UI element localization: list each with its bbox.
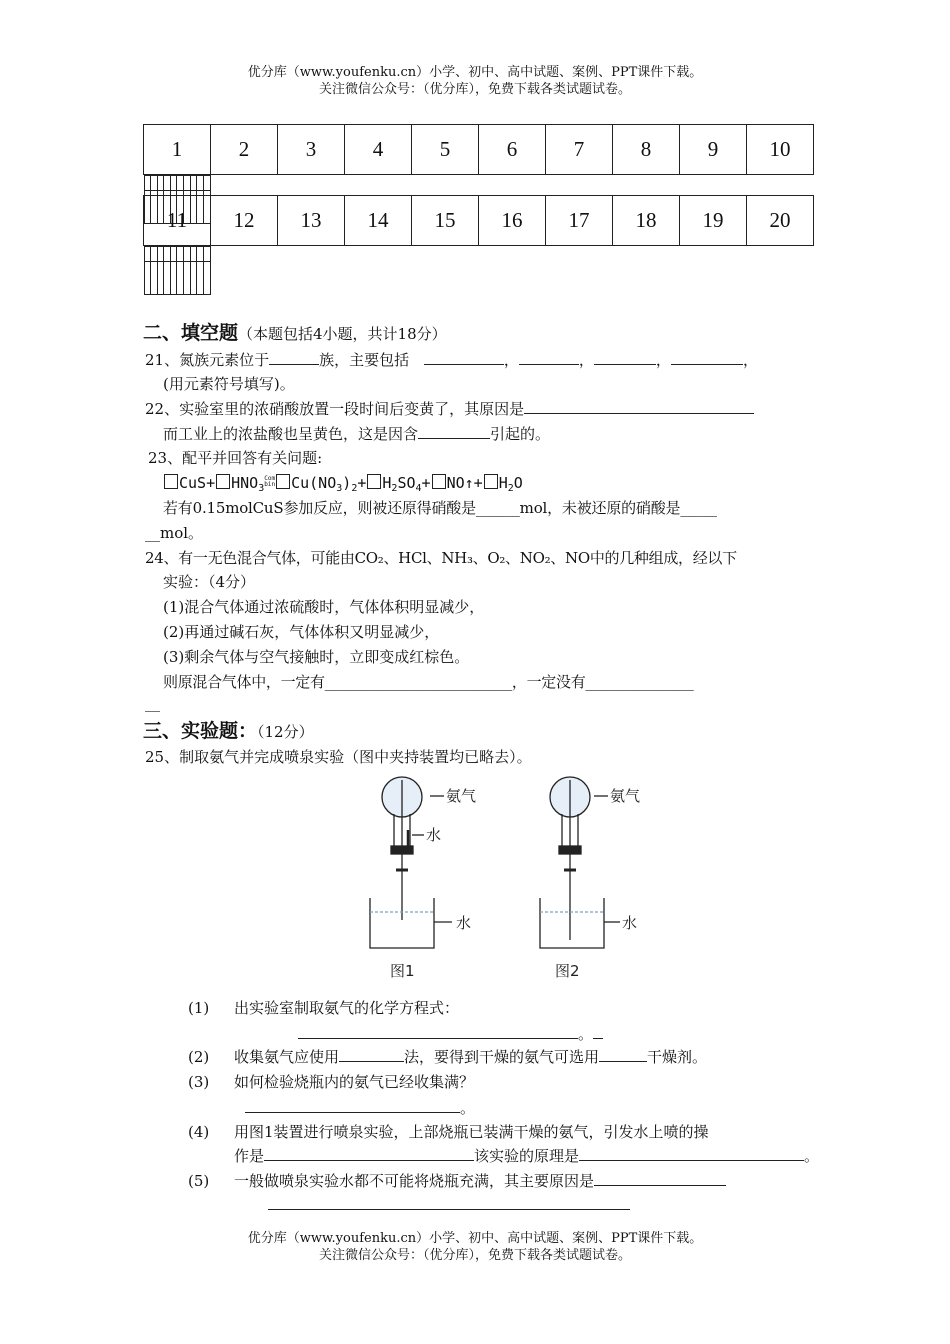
item-number: (4) (188, 1123, 210, 1141)
coefficient-box[interactable] (484, 474, 498, 489)
q21-blank-element-3[interactable] (594, 349, 656, 365)
answer-cell[interactable] (203, 247, 210, 295)
eq-subscript: 2 (507, 483, 514, 494)
grid-number: 15 (412, 196, 479, 246)
q25-item-3 (188, 1071, 474, 1093)
answer-cell[interactable] (164, 247, 171, 295)
grid-number: 5 (412, 125, 479, 175)
answer-cell[interactable] (197, 176, 204, 224)
section-3-note: （12分） (257, 723, 314, 741)
eq-plus: + (421, 474, 431, 492)
header-line-1: 优分库（www.youfenku.cn）小学、初中、高中试题、案例、PPT课件下载。 (247, 65, 703, 80)
q21-blank-element-1[interactable] (424, 349, 504, 365)
beaker-2 (540, 898, 604, 948)
item-text-a: 收集氨气应使用 (234, 1048, 340, 1066)
section-3-heading (143, 720, 314, 743)
answer-cell[interactable] (144, 247, 151, 295)
q24-step-3: (3)剩余气体与空气接触时，立即变成红棕色。 (163, 648, 470, 666)
item-text-b: 法，要得到干燥的氨气可选用 (404, 1048, 600, 1066)
q23-question-1: 若有0.15molCuS参加反应，则被还原得硝酸是______mol，未被还原的硝酸是_____ (163, 499, 717, 517)
coefficient-box[interactable] (164, 474, 178, 489)
figure-2-caption: 图2 (555, 962, 580, 980)
q21-blank-element-2[interactable] (519, 349, 579, 365)
answer-grid-row-numbers-2 (144, 196, 814, 246)
item-text: 如何检验烧瓶内的氨气已经收集满？ (234, 1073, 475, 1091)
eq-subscript: 3 (336, 483, 343, 494)
section-2-title: 二、填空题 (143, 322, 239, 344)
q23-equation: $CuS+ HNO_3Com$ bin $Cu(NO_3)_2+ H_2SO_4+$ NO↑+ $H_2O$ (163, 472, 523, 500)
coefficient-box[interactable] (276, 474, 290, 489)
grid-number: 10 (747, 125, 814, 175)
item-number: (5) (188, 1172, 210, 1190)
section-2-note: （本题包括4小题，共计18分） (238, 325, 447, 343)
q21-blank-element-4[interactable] (671, 349, 743, 365)
eq-plus: + (357, 474, 367, 492)
q22-blank-cause[interactable] (418, 423, 490, 439)
footer-line-1: 优分库（www.youfenku.cn）小学、初中、高中试题、案例、PPT课件下载。 (247, 1231, 703, 1246)
figure-1-apparatus (370, 777, 452, 948)
grid-number: 14 (345, 196, 412, 246)
q25-item-5 (188, 1170, 726, 1192)
q25-item-1-answer (298, 1023, 603, 1045)
coefficient-box[interactable] (216, 474, 230, 489)
answer-cell[interactable] (170, 247, 177, 295)
page-header (0, 64, 950, 98)
eq-cuno3: Cu(NO (291, 474, 337, 492)
grid-number: 13 (278, 196, 345, 246)
question-25: 25、制取氨气并完成喷泉实验（图中夹持装置均已略去）。 (145, 748, 532, 766)
eq-h: H (382, 474, 392, 492)
eq-subscript: 2 (391, 483, 398, 494)
item-text-c: 干燥剂。 (647, 1048, 708, 1066)
q22-text-c: 引起的。 (490, 425, 551, 443)
label-water-beaker-1: 水 (456, 914, 472, 932)
q24-text-a: 24、有一无色混合气体，可能由CO₂、HCl、NH₃、O₂、NO₂、NO中的几种组成，经以下 (145, 549, 737, 567)
q21-comma: ， (655, 351, 671, 369)
question-22-line-2 (163, 423, 550, 445)
q24-conclusion: 则原混合气体中，一定有__________________________，一定没有_______________ (163, 673, 694, 691)
grid-number: 20 (747, 196, 814, 246)
q21-comma: ， (503, 351, 519, 369)
q21-instruction: (用元素符号填写)。 (163, 375, 295, 393)
q21-text-a: 21、氮族元素位于 (145, 351, 270, 369)
eq-condition (264, 476, 275, 488)
section-3-title: 三、实验题： (143, 720, 258, 742)
answer-grid (143, 124, 814, 266)
q22-text-a: 22、实验室里的浓硝酸放置一段时间后变黄了，其原因是 (145, 400, 525, 418)
answer-cell[interactable] (151, 176, 158, 224)
operation-blank[interactable] (264, 1145, 474, 1161)
principle-blank[interactable] (579, 1145, 804, 1161)
figure-labels (390, 787, 640, 980)
q21-comma: ， (578, 351, 594, 369)
q22-text-b: 而工业上的浓盐酸也呈黄色，这是因含 (163, 425, 419, 443)
eq-subscript: 4 (415, 483, 422, 494)
item-text-c: 该实验的原理是 (474, 1147, 580, 1165)
grid-number: 18 (613, 196, 680, 246)
item-text-a: 用图1装置进行喷泉实验，上部烧瓶已装满干燥的氨气，引发水上喷的操 (234, 1123, 709, 1141)
label-ammonia-2: 氨气 (610, 787, 641, 805)
answer-cell[interactable] (144, 176, 151, 224)
collection-method-blank[interactable] (339, 1046, 404, 1062)
eq-condition-bottom: bin (264, 481, 276, 488)
header-line-2: 关注微信公众号：（优分库），免费下载各类试题试卷。 (318, 82, 631, 97)
figure-2-apparatus (540, 777, 620, 948)
q22-blank-reason[interactable] (524, 398, 754, 414)
reason-blank-continued[interactable] (268, 1194, 630, 1210)
q25-item-4 (188, 1121, 709, 1143)
q25-item-1 (188, 997, 459, 1019)
item-number: (2) (188, 1048, 210, 1066)
item-text: 出实验室制取氨气的化学方程式： (234, 999, 460, 1017)
answer-grid-row-answers-1 (144, 175, 211, 191)
figure-1-caption: 图1 (390, 962, 415, 980)
eq-h: H (498, 474, 508, 492)
q25-item-2 (188, 1046, 707, 1068)
eq-o: O (513, 474, 523, 492)
grid-number: 7 (546, 125, 613, 175)
grid-number: 12 (211, 196, 278, 246)
item-number: (3) (188, 1073, 210, 1091)
item-text: 一般做喷泉实验水都不可能将烧瓶充满，其主要原因是 (234, 1172, 595, 1190)
answer-cell[interactable] (190, 176, 197, 224)
label-ammonia-1: 氨气 (446, 787, 477, 805)
page-footer (0, 1230, 950, 1264)
question-21 (145, 349, 758, 371)
q23-title: 23、配平并回答有关问题: (148, 449, 323, 467)
q21-blank-group[interactable] (269, 349, 319, 365)
grid-number: 16 (479, 196, 546, 246)
answer-cell[interactable] (197, 247, 204, 295)
period: 。 (804, 1147, 820, 1165)
item-number: (1) (188, 999, 210, 1017)
eq-subscript: 2 (351, 483, 358, 494)
fountain-experiment-figure (350, 770, 670, 985)
period: 。 (578, 1025, 594, 1043)
q21-text-b: 族，主要包括 (319, 351, 410, 369)
q21-comma: ， (742, 351, 758, 369)
grid-number: 8 (613, 125, 680, 175)
q24-text-b: 实验：（4分） (163, 573, 256, 591)
drying-agent-blank[interactable] (599, 1046, 647, 1062)
answer-cell[interactable] (157, 176, 164, 224)
answer-cell[interactable] (203, 176, 210, 224)
coefficient-box[interactable] (432, 474, 446, 489)
coefficient-box[interactable] (367, 474, 381, 489)
grid-number: 1 (144, 125, 211, 175)
q25-item-4-line-2 (234, 1145, 819, 1167)
answer-grid-row-answers-2 (144, 246, 211, 262)
q25-item-5-answer (268, 1194, 630, 1216)
label-water-flask-1: 水 (426, 826, 442, 844)
q25-item-3-answer (245, 1097, 475, 1119)
answer-cell[interactable] (157, 247, 164, 295)
grid-number: 3 (278, 125, 345, 175)
eq-hno3: HNO (231, 474, 259, 492)
question-22 (145, 398, 754, 420)
period: 。 (460, 1099, 476, 1117)
answer-grid-row-numbers-1 (144, 125, 814, 175)
grid-number: 9 (680, 125, 747, 175)
footer-line-2: 关注微信公众号：（优分库），免费下载各类试题试卷。 (318, 1248, 631, 1263)
grid-number: 17 (546, 196, 613, 246)
answer-cell[interactable] (177, 247, 184, 295)
eq-condition-top: Com (264, 475, 276, 482)
grid-number: 2 (211, 125, 278, 175)
q24-step-1: (1)混合气体通过浓硫酸时，气体体积明显减少， (163, 598, 485, 616)
grid-number: 4 (345, 125, 412, 175)
q24-step-2: (2)再通过碱石灰，气体体积又明显减少， (163, 623, 440, 641)
grid-number: 6 (479, 125, 546, 175)
reason-blank[interactable] (594, 1170, 726, 1186)
grid-number: 11 (144, 196, 211, 246)
label-water-beaker-2: 水 (622, 914, 638, 932)
answer-cell[interactable] (151, 247, 158, 295)
section-2-heading (143, 322, 447, 345)
q24-conclusion-cont: __ (145, 694, 160, 712)
equation-answer-blank[interactable] (298, 1023, 578, 1039)
blank-tail (593, 1023, 603, 1039)
answer-cell[interactable] (184, 247, 191, 295)
eq-subscript: 3 (258, 483, 265, 494)
check-method-blank[interactable] (245, 1097, 460, 1113)
item-text-b: 作是 (234, 1147, 265, 1165)
q23-question-2: __mol。 (145, 524, 204, 542)
eq-no: NO↑+ (446, 474, 483, 492)
eq-so: SO (397, 474, 416, 492)
answer-cell[interactable] (190, 247, 197, 295)
grid-number: 19 (680, 196, 747, 246)
eq-cus: CuS+ (179, 474, 216, 492)
